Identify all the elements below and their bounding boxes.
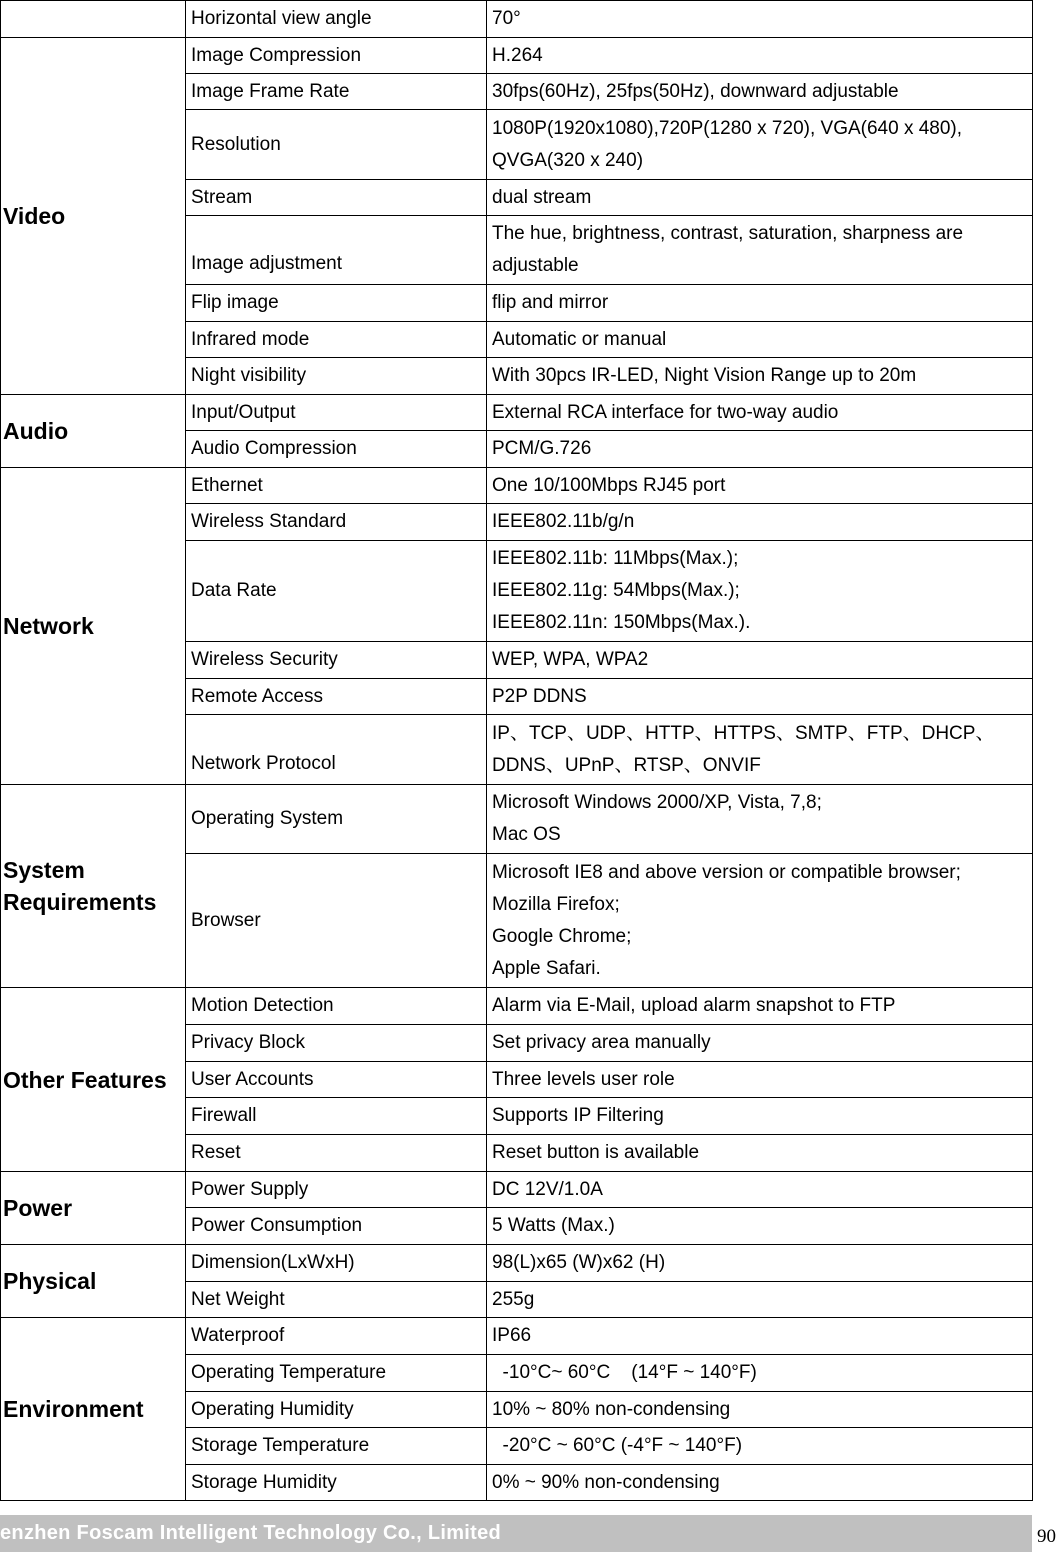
table-row [1, 1, 1033, 38]
attr-cell: Motion Detection [186, 988, 487, 1025]
value-cell: 5 Watts (Max.) [487, 1208, 1033, 1245]
value-line: Apple Safari. [492, 957, 601, 979]
value-cell: External RCA interface for two-way audio [487, 395, 1033, 431]
attr-cell: Resolution [186, 110, 487, 180]
value-line: 1080P(1920x1080),720P(1280 x 720), VGA(640 x 480), [492, 117, 963, 139]
category-cell-empty [1, 1, 186, 38]
attr-cell: Browser [186, 854, 487, 988]
category-line: Requirements [3, 889, 157, 915]
value-cell [487, 715, 1033, 785]
attr-cell: Night visibility [186, 358, 487, 395]
value-cell: With 30pcs IR-LED, Night Vision Range up to 20m [487, 358, 1033, 395]
attr-cell: Remote Access [186, 679, 487, 715]
value-cell: IP66 [487, 1318, 1033, 1355]
attr-cell: Power Supply [186, 1172, 487, 1208]
value-cell [487, 785, 1033, 854]
value-cell: 10% ~ 80% non-condensing [487, 1392, 1033, 1428]
value-cell: 98(L)x65 (W)x62 (H) [487, 1245, 1033, 1282]
value-line: adjustable [492, 255, 579, 276]
attr-cell: Horizontal view angle [186, 1, 487, 38]
value-cell: flip and mirror [487, 285, 1033, 322]
attr-cell: Stream [186, 180, 487, 216]
value-cell: One 10/100Mbps RJ45 port [487, 468, 1033, 504]
attr-cell: Waterproof [186, 1318, 487, 1355]
attr-cell: Image Frame Rate [186, 74, 487, 110]
page-number: 90 [1037, 1526, 1056, 1547]
value-cell [487, 110, 1033, 180]
value-line: QVGA(320 x 240) [492, 149, 644, 171]
value-cell: Supports IP Filtering [487, 1098, 1033, 1135]
value-line: Google Chrome; [492, 925, 632, 947]
table-row [1, 468, 1033, 504]
attr-cell: Reset [186, 1135, 487, 1172]
attr-cell: Operating Temperature [186, 1355, 487, 1392]
attr-cell: Network Protocol [186, 715, 487, 785]
table-row [1, 1172, 1033, 1208]
value-cell: Automatic or manual [487, 322, 1033, 358]
category-other-features: Other Features [1, 988, 186, 1172]
attr-cell: User Accounts [186, 1062, 487, 1098]
table-row [1, 395, 1033, 431]
value-line: Microsoft Windows 2000/XP, Vista, 7,8; [492, 792, 822, 813]
attr-cell: Storage Humidity [186, 1465, 487, 1501]
attr-cell: Privacy Block [186, 1025, 487, 1062]
value-cell: -20°C ~ 60°C (-4°F ~ 140°F) [487, 1428, 1033, 1465]
table-row [1, 1318, 1033, 1355]
category-physical: Physical [1, 1245, 186, 1318]
attr-cell: Storage Temperature [186, 1428, 487, 1465]
category-system-requirements [1, 785, 186, 988]
attr-cell: Wireless Standard [186, 504, 487, 541]
table-row [1, 1245, 1033, 1282]
attr-cell: Firewall [186, 1098, 487, 1135]
category-power: Power [1, 1172, 186, 1245]
attr-cell: Operating System [186, 785, 487, 854]
category-video: Video [1, 38, 186, 395]
attr-cell: Net Weight [186, 1282, 487, 1318]
attr-cell: Image Compression [186, 38, 487, 74]
value-line: IP、TCP、UDP、HTTP、HTTPS、SMTP、FTP、DHCP、 [492, 722, 995, 744]
value-line: IEEE802.11n: 150Mbps(Max.). [492, 612, 751, 633]
value-cell [487, 541, 1033, 642]
value-cell: 255g [487, 1282, 1033, 1318]
value-cell: 30fps(60Hz), 25fps(50Hz), downward adjustable [487, 74, 1033, 110]
attr-cell: Ethernet [186, 468, 487, 504]
value-line: IEEE802.11b: 11Mbps(Max.); [492, 548, 739, 569]
attr-cell: Image adjustment [186, 216, 487, 285]
attr-cell: Operating Humidity [186, 1392, 487, 1428]
value-cell: PCM/G.726 [487, 431, 1033, 468]
value-line: The hue, brightness, contrast, saturation, sharpness are [492, 223, 964, 244]
value-line: Mac OS [492, 824, 561, 845]
value-cell: P2P DDNS [487, 679, 1033, 715]
category-line: System [3, 857, 85, 883]
category-audio: Audio [1, 395, 186, 468]
footer-bar [0, 1515, 1032, 1552]
value-cell: Alarm via E-Mail, upload alarm snapshot to FTP [487, 988, 1033, 1025]
value-cell: 0% ~ 90% non-condensing [487, 1465, 1033, 1501]
attr-cell: Infrared mode [186, 322, 487, 358]
table-row [1, 785, 1033, 854]
value-cell: dual stream [487, 180, 1033, 216]
attr-cell: Input/Output [186, 395, 487, 431]
value-cell: Reset button is available [487, 1135, 1033, 1172]
value-cell: H.264 [487, 38, 1033, 74]
table-row [1, 988, 1033, 1025]
attr-cell: Flip image [186, 285, 487, 322]
value-cell: IEEE802.11b/g/n [487, 504, 1033, 541]
attr-cell: Audio Compression [186, 431, 487, 468]
value-cell: 70° [487, 1, 1033, 38]
category-network: Network [1, 468, 186, 785]
footer-company: enzhen Foscam Intelligent Technology Co., Limited [0, 1522, 502, 1544]
attr-cell: Power Consumption [186, 1208, 487, 1245]
category-environment: Environment [1, 1318, 186, 1501]
table-row [1, 38, 1033, 74]
value-cell: DC 12V/1.0A [487, 1172, 1033, 1208]
value-line: IEEE802.11g: 54Mbps(Max.); [492, 580, 740, 601]
value-cell: Set privacy area manually [487, 1025, 1033, 1062]
attr-cell: Wireless Security [186, 642, 487, 679]
value-cell: WEP, WPA, WPA2 [487, 642, 1033, 679]
value-cell: -10°C~ 60°C (14°F ~ 140°F) [487, 1355, 1033, 1392]
value-line: Mozilla Firefox; [492, 893, 620, 915]
attr-cell: Dimension(LxWxH) [186, 1245, 487, 1282]
value-cell [487, 854, 1033, 988]
value-cell [487, 216, 1033, 285]
attr-cell: Data Rate [186, 541, 487, 642]
value-cell: Three levels user role [487, 1062, 1033, 1098]
value-line: DDNS、UPnP、RTSP、ONVIF [492, 754, 761, 776]
value-line: Microsoft IE8 and above version or compatible browser; [492, 861, 961, 883]
